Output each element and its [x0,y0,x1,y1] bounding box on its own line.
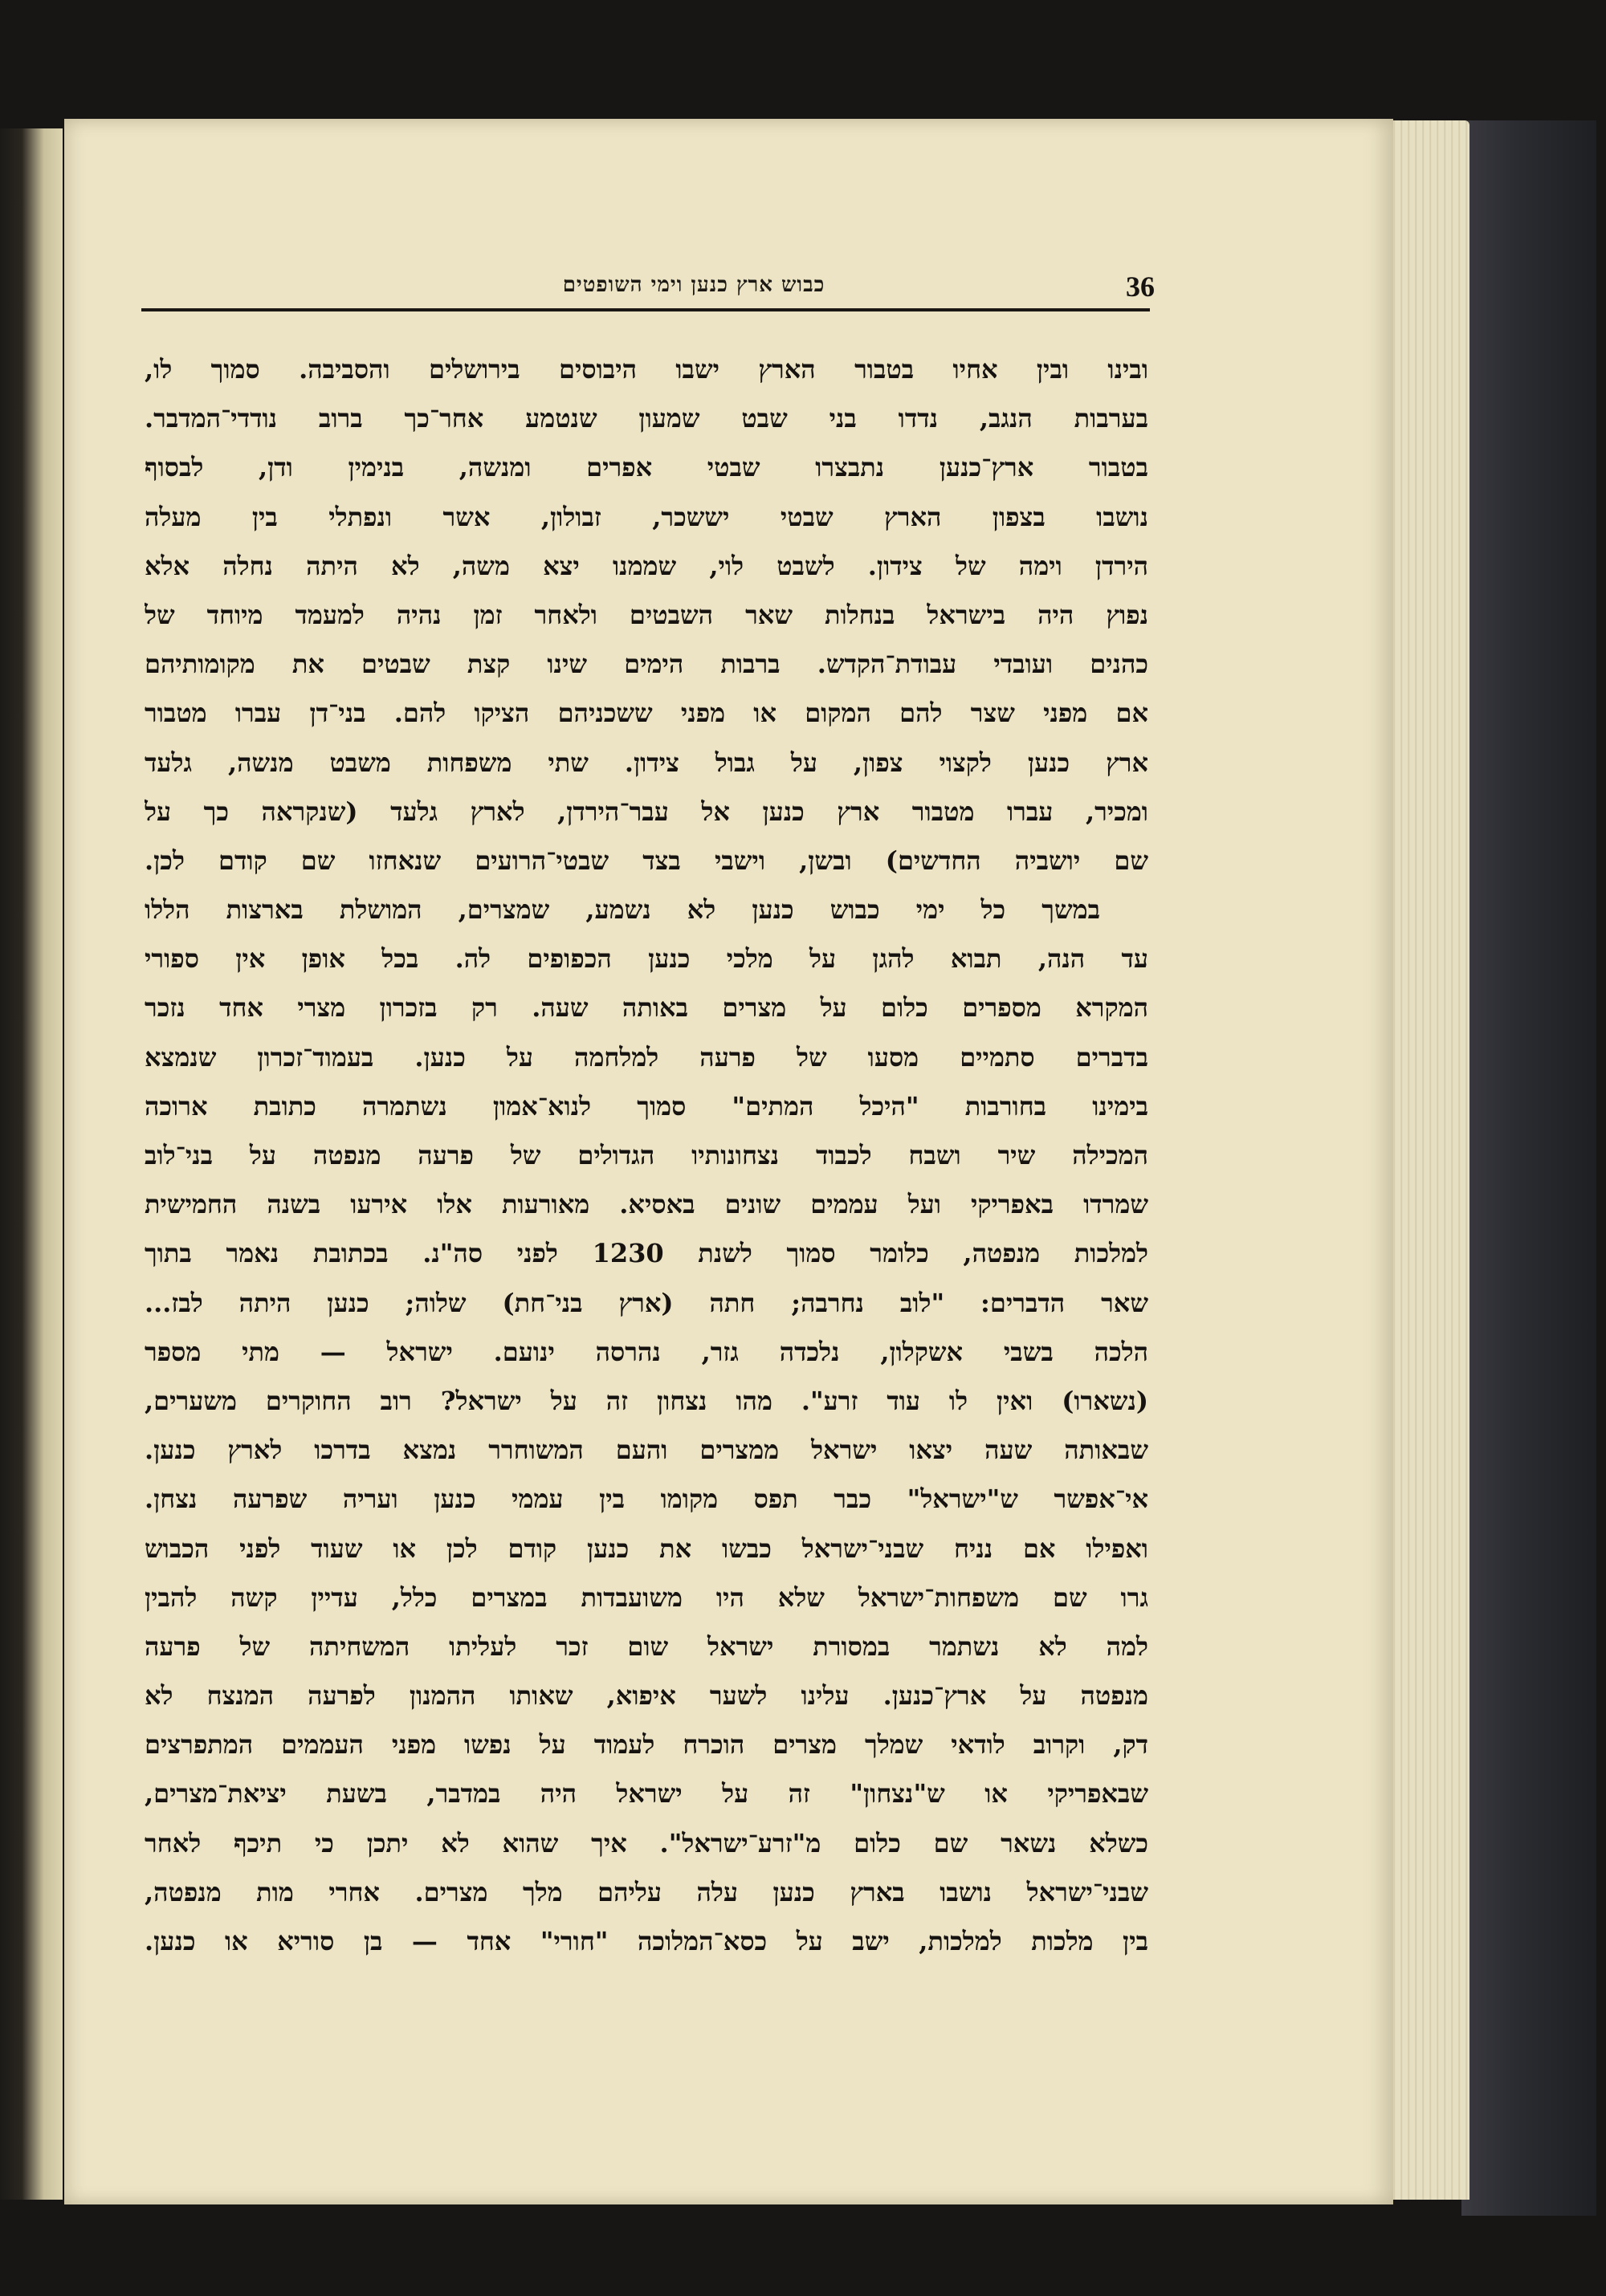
text-line: ומכיר, עברו מטבור ארץ כנען אל עבר־הירדן, לארץ גלעד (שנקראה כך על [145,796,1148,827]
text-line: נפוץ היה בישראל בנחלות שאר השבטים ולאחר זמן נהיה למעמד מיוחד של [145,599,1148,630]
text-line: המכילה שיר ושבח לכבוד נצחונותיו הגדולים של פרעה מנפטה על בני־לוב [145,1140,1148,1170]
text-line: כהנים ועובדי עבודת־הקדש. ברבות הימים שינו קצת שבטים את מקומותיהם [145,649,1148,680]
text-line: בדברים סתמיים מסעו של פרעה למלחמה על כנען. בעמוד־זכרון שנמצא [145,1041,1148,1073]
paragraph-first-line: במשך כל ימי כבוש כנען לא נשמע, שמצרים, המושלת בארצות הללו [145,894,1100,926]
text-line: אי־אפשר ש"ישראל" כבר תפס מקומו בין עממי כנען ועריה שפרעה נצחן. [145,1484,1148,1515]
text-line: גרו שם משפחות־ישראל שלא היו משועבדות במצרים כלל, עדיין קשה להבין [145,1582,1148,1613]
text-line: למה לא נשתמר במסורת ישראל שום זכר לעליתו המשחיתה של פרעה [145,1630,1148,1662]
book-cover [1461,120,1596,2216]
text-line: בימינו בחורבות "היכל המתים" סמוך לנוא־אמון נשתמרה כתובת ארוכה [145,1090,1148,1122]
text-line: דק, וקרוב לודאי שמלך מצרים הוכרח לעמוד על נפשו מפני העממים המתפרצים [145,1729,1148,1761]
page-number: 36 [1126,271,1155,303]
header-rule [141,308,1150,311]
page-header [141,265,1155,313]
text-line: בערבות הנגב, נדדו בני שבט שמעון שנטמע אחר־כך ברוב נודדי־המדבר. [145,403,1148,434]
text-line: הירדן וימה של צידון. לשבט לוי, שממנו יצא משה, לא היתה נחלה אלא [145,550,1148,581]
text-line: שם יושביה החדשים) ובשן, וישבי בצד שבטי־הרועים שנאחזו שם קודם לכן. [145,845,1148,876]
text-line: למלכות מנפטה, כלומר סמוך לשנת 1230 לפני סה"נ. בכתובת נאמר בתוך [145,1238,1148,1269]
text-line: שבני־ישראל נושבו בארץ כנען עלה עליהם מלך מצרים. אחרי מות מנפטה, [145,1876,1148,1907]
text-line: ובינו ובין אחיו בטבור הארץ ישבו היבוסים בירושלים והסביבה. סמוך לו, [145,354,1148,385]
page-block-edges [1381,120,1469,2200]
text-line: כשלא נשאר שם כלום מ"זרע־ישראל". איך שהוא לא יתכן כי תיכף לאחר [145,1827,1148,1858]
text-line: בין מלכות למלכות, ישב על כסא־המלוכה "חורי" אחד — בן סוריא או כנען. [145,1926,1148,1956]
text-line: ואפילו אם נניח שבני־ישראל כבשו את כנען קודם לכן או שעוד לפני הכבוש [145,1533,1148,1564]
text-line: המקרא מספרים כלום על מצרים באותה שעה. רק בזכרון מצרי אחד נזכר [145,992,1148,1024]
running-title: כבוש ארץ כנען וימי השופטים [562,273,825,297]
text-line: מנפטה על ארץ־כנען. עלינו לשער איפוא, שאותו ההמנון לפרעה המנצח לא [145,1680,1148,1712]
text-line: שבאותה שעה יצאו ישראל ממצרים והעם המשוחרר נמצא בדרכו לארץ כנען. [145,1435,1148,1466]
text-line: (נשארו) ואין לו עוד זרע". מהו נצחון זה על ישראל? רוב החוקרים משערים, [145,1385,1148,1416]
text-line: נושבו בצפון הארץ שבטי יששכר, זבולון, אשר ונפתלי בין מעלה [145,501,1148,532]
text-line: הלכה בשבי אשקלון, נלכדה גזר, נהרסה ינועם. ישראל — מתי מספר [145,1336,1148,1367]
text-line: שבאפריקי או ש"נצחון" זה על ישראל היה במדבר, בשעת יציאת־מצרים, [145,1778,1148,1810]
text-line: בטבור ארץ־כנען נתבצרו שבטי אפרים ומנשה, בנימין ודן, לבסוף [145,452,1148,483]
facing-page-edge [0,128,63,2200]
text-line: אם מפני שצר להם המקום או מפני ששכניהם הציקו להם. בני־דן עברו מטבור [145,698,1148,729]
text-line: עד הנה, תבוא להגן על מלכי כנען הכפופים לה. בכל אופן אין ספורי [145,943,1148,975]
body-text [145,345,1148,1966]
text-line: ארץ כנען לקצוי צפון, על גבול צידון. שתי משפחות משבט מנשה, גלעד [145,747,1148,778]
text-line: שמרדו באפריקי ועל עממים שונים באסיא. מאורעות אלו אירעו בשנה החמישית [145,1189,1148,1220]
text-line: שאר הדברים: "לוב נחרבה; חתה (ארץ בני־חת) שלוה; כנען היתה לבז... [145,1287,1148,1318]
